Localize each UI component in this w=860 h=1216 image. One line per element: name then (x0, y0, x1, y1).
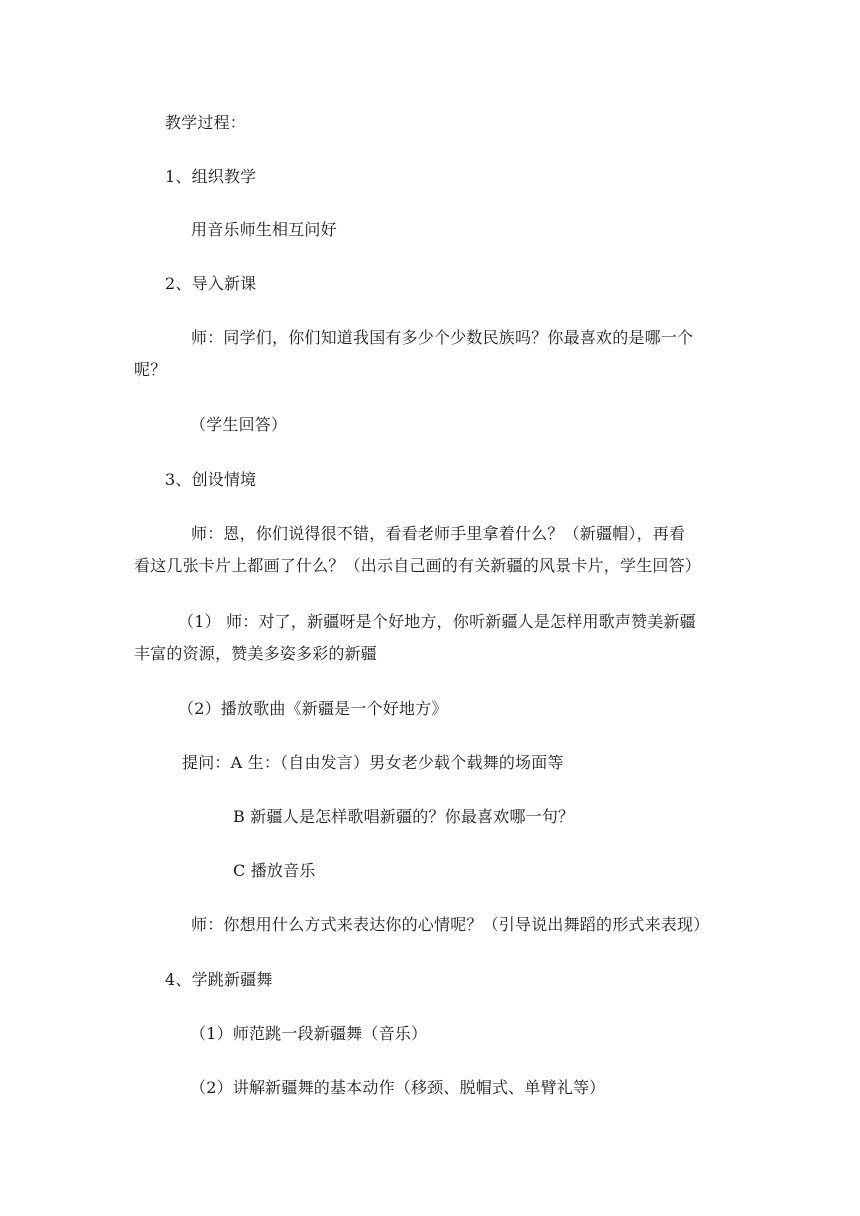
heading-organize-teaching: 1、组织教学 (165, 167, 257, 186)
heading-create-scenario: 3、创设情境 (165, 470, 257, 489)
paragraph-dance-moves: （2）讲解新疆舞的基本动作（移颈、脱帽式、单臂礼等） (190, 1078, 606, 1097)
section-heading-teaching-process: 教学过程： (165, 113, 247, 132)
paragraph-dance-demo: （1）师范跳一段新疆舞（音乐） (190, 1024, 428, 1043)
paragraph-question-c: C 播放音乐 (233, 861, 316, 880)
paragraph-item-2-play-song: （2）播放歌曲《新疆是一个好地方》 (178, 699, 448, 718)
paragraph-item-1: （1） 师：对了，新疆呀是个好地方，你听新疆人是怎样用歌声赞美新疆 (178, 612, 696, 631)
paragraph-teacher-question-1: 师：同学们，你们知道我国有多少个少数民族吗？你最喜欢的是哪一个 (191, 328, 694, 347)
paragraph-teacher-question-1-cont: 呢？ (134, 360, 167, 379)
paragraph-question-a: 提问：A 生：（自由发言）男女老少载个载舞的场面等 (182, 753, 564, 772)
paragraph-teacher-hat-cont: 看这几张卡片上都画了什么？（出示自己画的有关新疆的风景卡片，学生回答） (134, 556, 702, 575)
paragraph-item-1-cont: 丰富的资源，赞美多姿多彩的新疆 (134, 644, 378, 663)
paragraph-greeting: 用音乐师生相互问好 (191, 220, 337, 239)
heading-introduce-lesson: 2、导入新课 (165, 274, 257, 293)
paragraph-teacher-hat: 师：恩，你们说得很不错，看看老师手里拿着什么？（新疆帽），再看 (191, 524, 686, 543)
heading-learn-dance: 4、学跳新疆舞 (165, 970, 273, 989)
paragraph-teacher-express: 师：你想用什么方式来表达你的心情呢？（引导说出舞蹈的形式来表现） (191, 915, 710, 934)
paragraph-question-b: B 新疆人是怎样歌唱新疆的？你最喜欢哪一句？ (233, 807, 575, 826)
paragraph-student-answer: （学生回答） (190, 415, 288, 434)
